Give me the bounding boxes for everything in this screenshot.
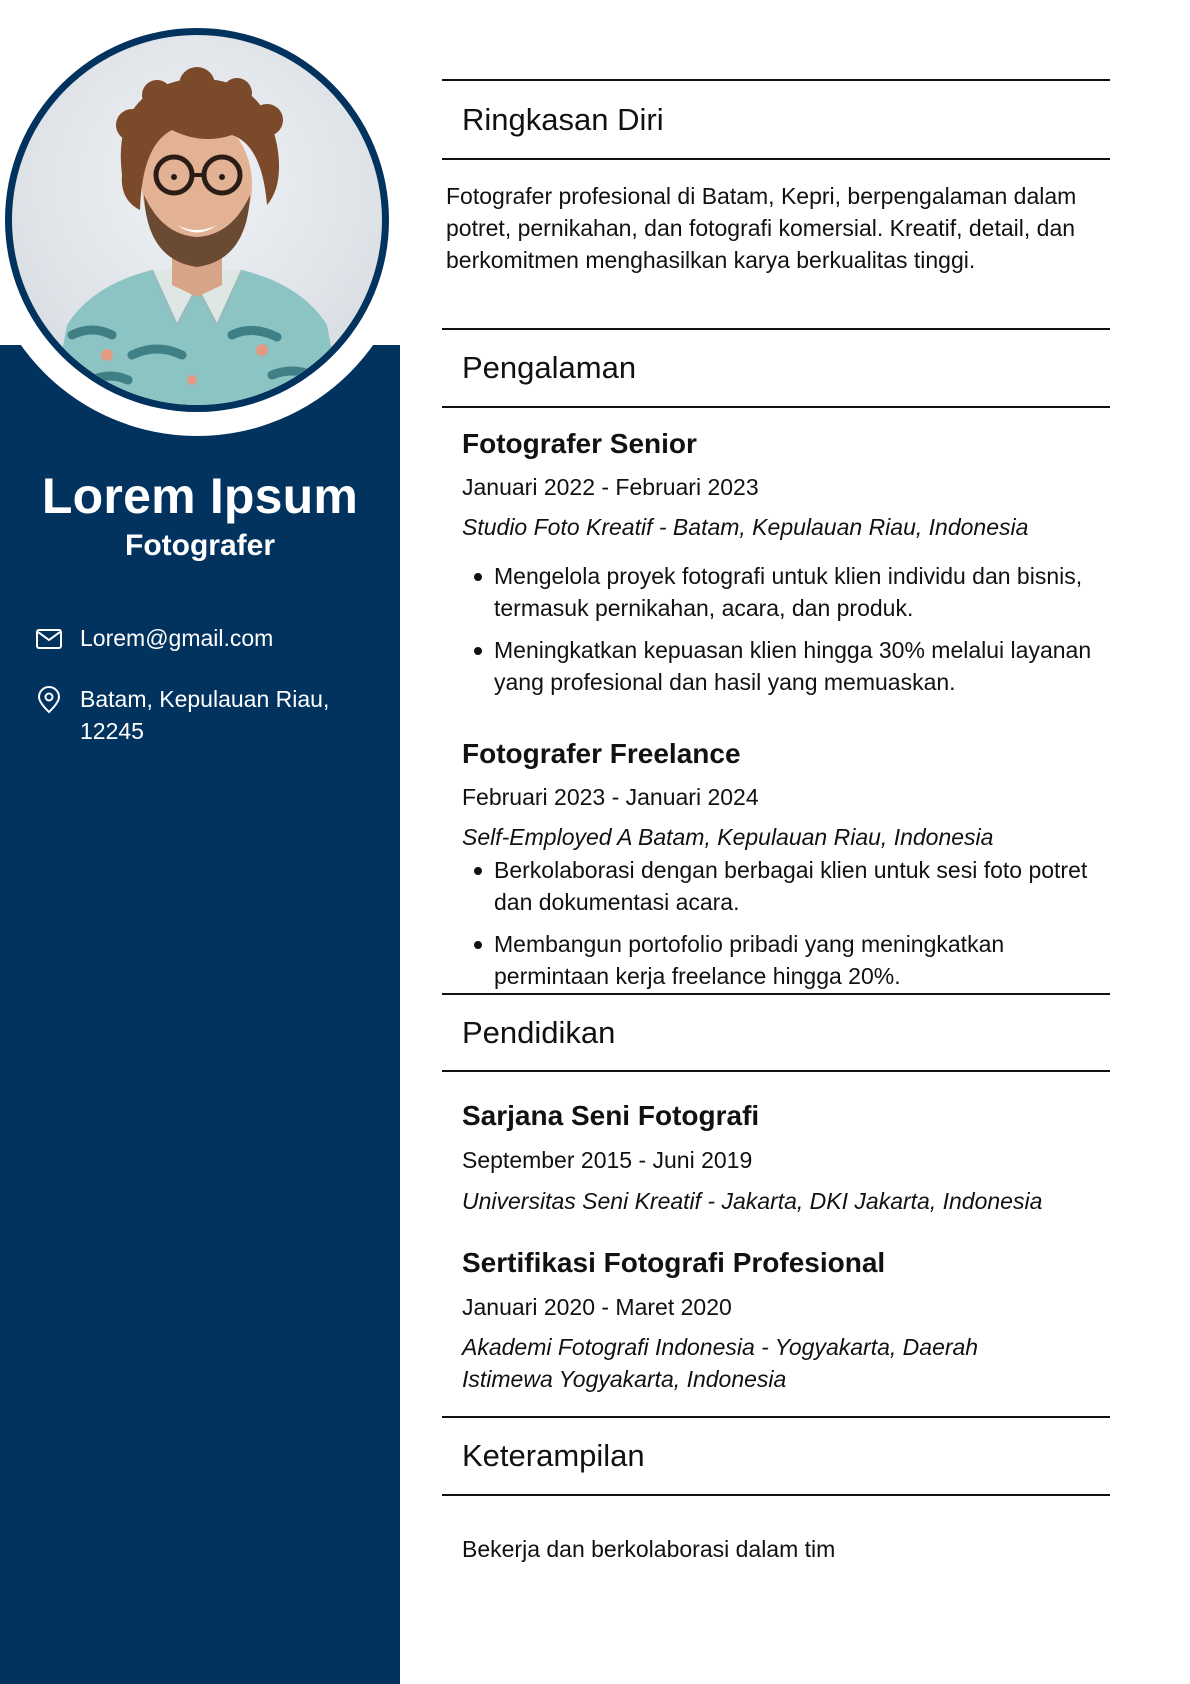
education-date: Januari 2020 - Maret 2020 [462,1294,732,1320]
job-bullet: Mengelola proyek fotografi untuk klien individu dan bisnis, termasuk pernikahan, acara, dan produk. [462,560,1102,624]
divider [442,1416,1110,1418]
skill-item: Bekerja dan berkolaborasi dalam tim [462,1536,836,1562]
job-date: Februari 2023 - Januari 2024 [462,784,759,810]
summary-text: Fotografer profesional di Batam, Kepri, berpengalaman dalam potret, pernikahan, dan fotografi komersial. Kreatif, detail, dan berkomitmen menghasilkan karya berkualitas tinggi. [446,183,1077,273]
map-pin-icon [34,685,64,715]
job-bullet: Membangun portofolio pribadi yang meningkatkan permintaan kerja freelance hingga 20%. [462,928,1102,992]
contact-address [34,683,364,747]
education-date: September 2015 - Juni 2019 [462,1147,753,1173]
portrait-illustration [12,35,382,405]
profile-role: Fotografer [125,529,275,562]
divider [442,406,1110,408]
job-title: Fotografer Senior [462,428,697,459]
divider [442,1070,1110,1072]
job-title: Fotografer Freelance [462,738,741,769]
job-bullets [462,560,1102,708]
job-bullet: Meningkatkan kepuasan klien hingga 30% melalui layanan yang profesional dan hasil yang memuaskan. [462,634,1102,698]
job-place: Self-Employed A Batam, Kepulauan Riau, Indonesia [462,824,994,850]
divider [442,993,1110,995]
contact-email[interactable] [34,622,273,654]
job-bullet: Berkolaborasi dengan berbagai klien untuk sesi foto potret dan dokumentasi acara. [462,854,1102,918]
divider [442,328,1110,330]
education-place: Akademi Fotografi Indonesia - Yogyakarta, Daerah Istimewa Yogyakarta, Indonesia [462,1334,979,1392]
job-date: Januari 2022 - Februari 2023 [462,474,759,500]
profile-photo [12,35,382,405]
education-title: Sarjana Seni Fotografi [462,1100,760,1131]
divider [442,79,1110,81]
section-title-experience: Pengalaman [462,350,637,385]
divider [442,1494,1110,1496]
divider [442,158,1110,160]
education-title: Sertifikasi Fotografi Profesional [462,1247,886,1278]
profile-photo-frame [5,28,389,412]
job-place: Studio Foto Kreatif - Batam, Kepulauan Riau, Indonesia [462,514,1029,540]
section-title-education: Pendidikan [462,1015,616,1050]
section-title-skills: Keterampilan [462,1438,645,1473]
section-title-summary: Ringkasan Diri [462,102,664,137]
education-place: Universitas Seni Kreatif - Jakarta, DKI Jakarta, Indonesia [462,1188,1043,1214]
mail-icon [34,624,64,654]
job-bullets [462,854,1102,1002]
contact-address-text: Batam, Kepulauan Riau, 12245 [80,686,330,744]
profile-name: Lorem Ipsum [41,468,359,524]
contact-email-text[interactable]: Lorem@gmail.com [80,625,274,651]
